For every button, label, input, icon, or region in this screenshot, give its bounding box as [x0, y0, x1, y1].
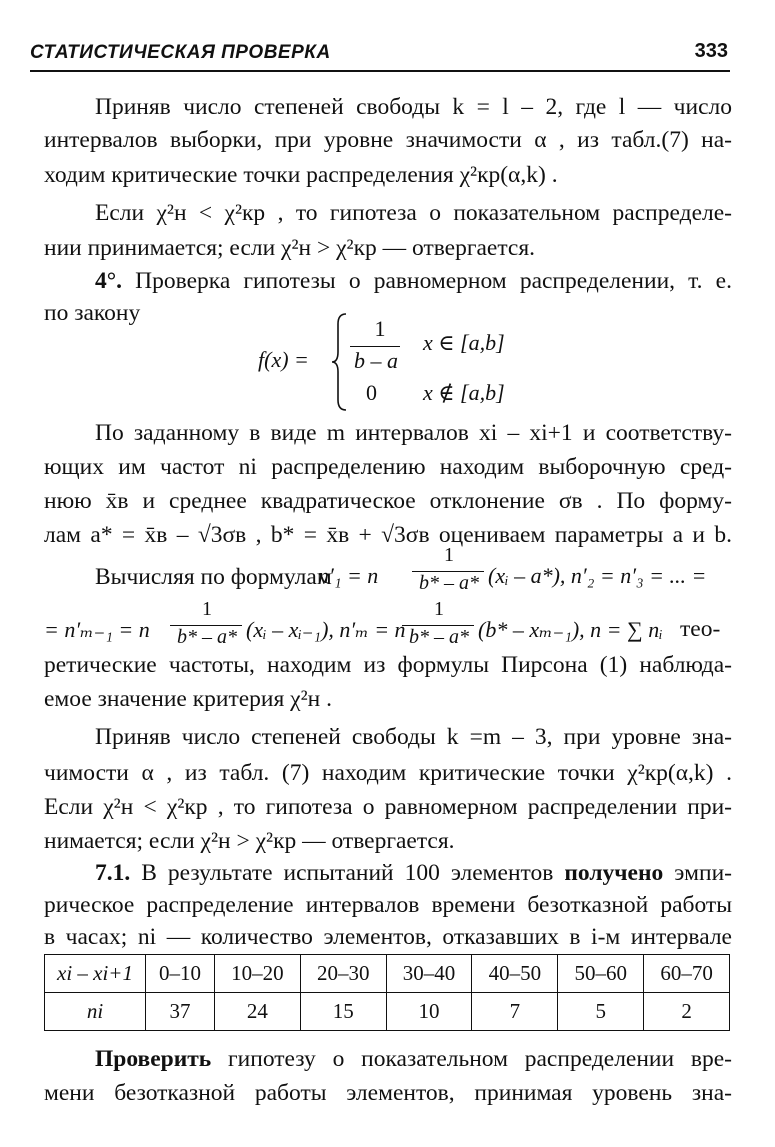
text-line: мени безотказной работы элементов, принимая уровень зна- [44, 1080, 732, 1106]
bold-word: Проверить [95, 1046, 212, 1072]
problem-number: 7.1. [95, 860, 131, 886]
text-span: В результате испытаний 100 элементов [130, 860, 565, 886]
data-table [44, 954, 730, 1031]
text-line: нимается; если χ²н > χ²кр — отвергается. [44, 828, 455, 854]
row-header: ni [45, 993, 146, 1031]
formula-lhs: f(x) = [258, 347, 309, 372]
text-line: Вычисляя по формулам [95, 564, 332, 590]
table-cell: 30–40 [386, 955, 472, 993]
table-cell: 2 [644, 993, 730, 1031]
table-cell: 20–30 [300, 955, 386, 993]
text-line: Если χ²н < χ²кр , то гипотеза о показательном распределе- [95, 200, 732, 226]
text-line: ретические частоты, находим из формулы Пирсона (1) наблюда- [44, 652, 732, 678]
text-line [95, 1044, 732, 1074]
table-row [45, 955, 730, 993]
table-cell: 50–60 [558, 955, 644, 993]
text-line: рическое распределение интервалов времени безотказной работы [44, 892, 732, 918]
n1-numerator: 1 [444, 544, 454, 566]
section-number: 4°. [95, 268, 123, 294]
problem-line [95, 858, 732, 888]
text-line: чимости α , из табл. (7) находим критические точки χ²кр(α,k) . [44, 760, 732, 786]
case2-condition: x ∉ [a,b] [423, 380, 505, 405]
nm-denominator: b* – a* [409, 626, 469, 648]
text-line: емое значение критерия χ²н . [44, 686, 332, 712]
text-line: Если χ²н < χ²кр , то гипотеза о равномерном распределении при- [44, 794, 732, 820]
table-cell: 60–70 [644, 955, 730, 993]
text-span: Проверка гипотезы о равномерном распределении, т. е. [122, 268, 732, 294]
page-number: 333 [694, 40, 728, 62]
table-cell: 15 [300, 993, 386, 1031]
curly-brace-icon [330, 312, 350, 412]
case1-condition: x ∈ [a,b] [423, 330, 505, 355]
formula-n1-tail: (xᵢ – a*), n′₂ = n′₃ = ... = [488, 563, 707, 588]
text-line: ющих им частот ni распределению находим выборочную сред- [44, 454, 732, 480]
text-line: тео- [680, 616, 721, 642]
nm1-numerator: 1 [202, 598, 212, 620]
text-line: по закону [44, 300, 141, 326]
text-line: в часах; ni — количество элементов, отказавших в i-м интервале [44, 924, 732, 950]
text-line: Приняв число степеней свободы k =m – 3, при уровне зна- [95, 724, 732, 750]
text-line: Приняв число степеней свободы k = l – 2, где l — число [95, 94, 732, 120]
nm1-denominator: b* – a* [177, 626, 237, 648]
running-title: СТАТИСТИЧЕСКАЯ ПРОВЕРКА [30, 42, 331, 63]
n1-denominator: b* – a* [419, 572, 479, 594]
table-cell: 24 [214, 993, 300, 1031]
text-line: По заданному в виде m интервалов xi – xi+1 и соответству- [95, 420, 732, 446]
table-cell: 0–10 [146, 955, 215, 993]
formula-n1: n′₁ = n [318, 563, 379, 588]
table-row [45, 993, 730, 1031]
table-cell: 5 [558, 993, 644, 1031]
text-span: эмпи- [663, 860, 732, 886]
running-header [30, 40, 730, 72]
section-heading-line [95, 266, 732, 296]
row-header: xi – xi+1 [45, 955, 146, 993]
table-cell: 40–50 [472, 955, 558, 993]
text-line: нюю x̄в и среднее квадратическое отклонение σв . По форму- [44, 488, 732, 514]
table-cell: 10–20 [214, 955, 300, 993]
formula-nm1-tail: (xᵢ – xᵢ₋₁), n′ₘ = n [246, 617, 406, 642]
case1-denominator: b – a [354, 348, 398, 373]
formula-nm1: = n′ₘ₋₁ = n [44, 617, 150, 642]
text-line: лам a* = x̄в – √3σв , b* = x̄в + √3σв оцениваем параметры a и b. [44, 522, 732, 548]
formula-nm-tail: (b* – xₘ₋₁), n = ∑ nᵢ [478, 617, 663, 642]
case2-value: 0 [366, 380, 377, 405]
text-line: нии принимается; если χ²н > χ²кр — отвергается. [44, 235, 536, 261]
text-line: интервалов выборки, при уровне значимости α , из табл.(7) на- [44, 127, 732, 153]
table-cell: 7 [472, 993, 558, 1031]
text-line: ходим критические точки распределения χ²кр(α,k) . [44, 162, 558, 188]
nm-numerator: 1 [434, 598, 444, 620]
case1-numerator: 1 [374, 316, 386, 341]
table-cell: 37 [146, 993, 215, 1031]
fraction-bar [350, 346, 400, 347]
text-span: гипотезу о показательном распределении вре- [211, 1046, 732, 1072]
bold-word: получено [564, 860, 664, 886]
table-cell: 10 [386, 993, 472, 1031]
